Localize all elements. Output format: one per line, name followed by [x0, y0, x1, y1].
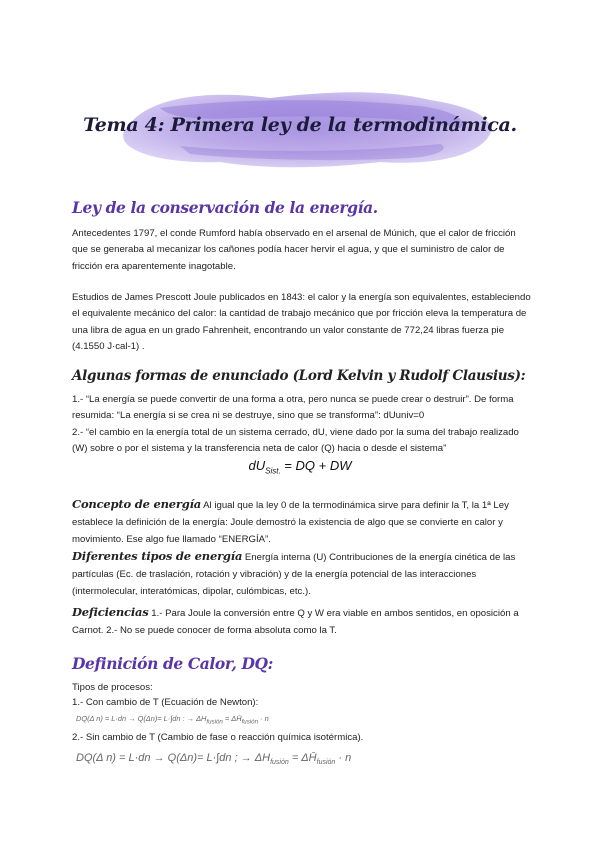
formula1-main: DQ(Δ n) = L·dn → Q(Δn)= L·∫dn : → ΔH: [76, 714, 207, 723]
concept-energy-label: Concepto de energía: [72, 497, 202, 511]
formula-lhs: dU: [248, 458, 266, 473]
concept-deficiencies: [72, 604, 534, 639]
process-item-2: 2.- Sin cambio de T (Cambio de fase o reacción química isotérmica).: [72, 732, 364, 743]
enunciado-1: 1.- “La energía se puede convertir de una forma a otra, pero nunca se puede crear o destruir”. De forma resumida: “La energía si se crea ni se destruye, sino que se transforma”: dUuniv=0: [72, 394, 514, 422]
section-heading-conservation: Ley de la conservación de la energía.: [72, 198, 378, 217]
process-item-2-block: [72, 730, 532, 746]
enunciados-block: [72, 392, 532, 458]
formula1-sub2: fusión: [241, 718, 258, 726]
concept-energy: [72, 496, 534, 548]
concept-energy-types: [72, 548, 534, 600]
formula1-end: · n: [258, 714, 269, 723]
section-heading-enunciados: Algunas formas de enunciado (Lord Kelvin y Rudolf Clausius):: [72, 368, 526, 384]
formula-subscript: Sist.: [265, 466, 281, 476]
concept-energy-text: Al igual que la ley 0 de la termodinámica sirve para definir la T, la 1ª Ley establece la definición de la energía: Joule demostró la existencia de algo que se convierte en calor y movimiento. Ese algo fue llamado “ENERGÍA”.: [72, 500, 509, 545]
formula2-mid: = ΔH̄: [288, 752, 317, 764]
formula2-sub2: fusión: [316, 759, 336, 767]
process-types-title: Tipos de procesos:: [72, 682, 153, 693]
enunciado-2: 2.- “el cambio en la energía total de un sistema cerrado, dU, viene dado por la suma del trabajo realizado (W) sobre o por el sistema y la transferencia neta de calor (Q) hacia o desde el sistema”: [72, 426, 519, 455]
first-law-formula: [0, 458, 600, 476]
paragraph-antecedentes: [72, 226, 532, 275]
process-types-block: [72, 680, 532, 710]
phase-change-formula: [76, 752, 351, 766]
joule-text: Estudios de James Prescott Joule publicados en 1843: el calor y la energía son equivalentes, estableciendo el equivalente mecánico del calor: la cantidad de trabajo mecánico que por fricción eleva la temperatura de una libra de agua en un grado Fahrenheit, encontrando un valor constante de 772,24 libras fuerza pie (4.1550 J·cal-1) .: [72, 292, 531, 353]
formula1-sub1: fusión: [206, 718, 223, 726]
formula-rhs: = DQ + DW: [280, 458, 352, 473]
formula2-sub1: fusión: [270, 759, 289, 767]
deficiencies-label: Deficiencias: [72, 605, 149, 619]
process-item-1: 1.- Con cambio de T (Ecuación de Newton):: [72, 697, 259, 708]
page-title: Tema 4: Primera ley de la termodinámica.: [83, 114, 517, 136]
formula1-mid: = ΔH̄: [222, 714, 242, 723]
paragraph-joule: [72, 290, 532, 356]
newton-formula: [76, 714, 269, 725]
deficiencies-text: 1.- Para Joule la conversión entre Q y W era viable en ambos sentidos, en oposición a Carnot. 2.- No se puede conocer de forma absoluta como la T.: [72, 608, 519, 636]
energy-types-label: Diferentes tipos de energía: [72, 549, 243, 563]
energy-types-text: Energía interna (U) Contribuciones de la energía cinética de las partículas (Ec. de traslación, rotación y vibración) y de la energía potencial de las interacciones (intermolecular, interatómicas, dipolar, culómbicas, etc.).: [72, 552, 516, 597]
formula2-main: DQ(Δ n) = L·dn → Q(Δn)= L·∫dn ; → ΔH: [76, 752, 271, 764]
antecedentes-text: Antecedentes 1797, el conde Rumford había observado en el arsenal de Múnich, que el calor de fricción que se generaba al mecanizar los cañones podía hacer hervir el agua, y que el suministro de calor de fricción era aparentemente inagotable.: [72, 228, 516, 272]
section-heading-heat: Definición de Calor, DQ:: [72, 654, 273, 673]
formula2-end: · n: [335, 752, 352, 764]
